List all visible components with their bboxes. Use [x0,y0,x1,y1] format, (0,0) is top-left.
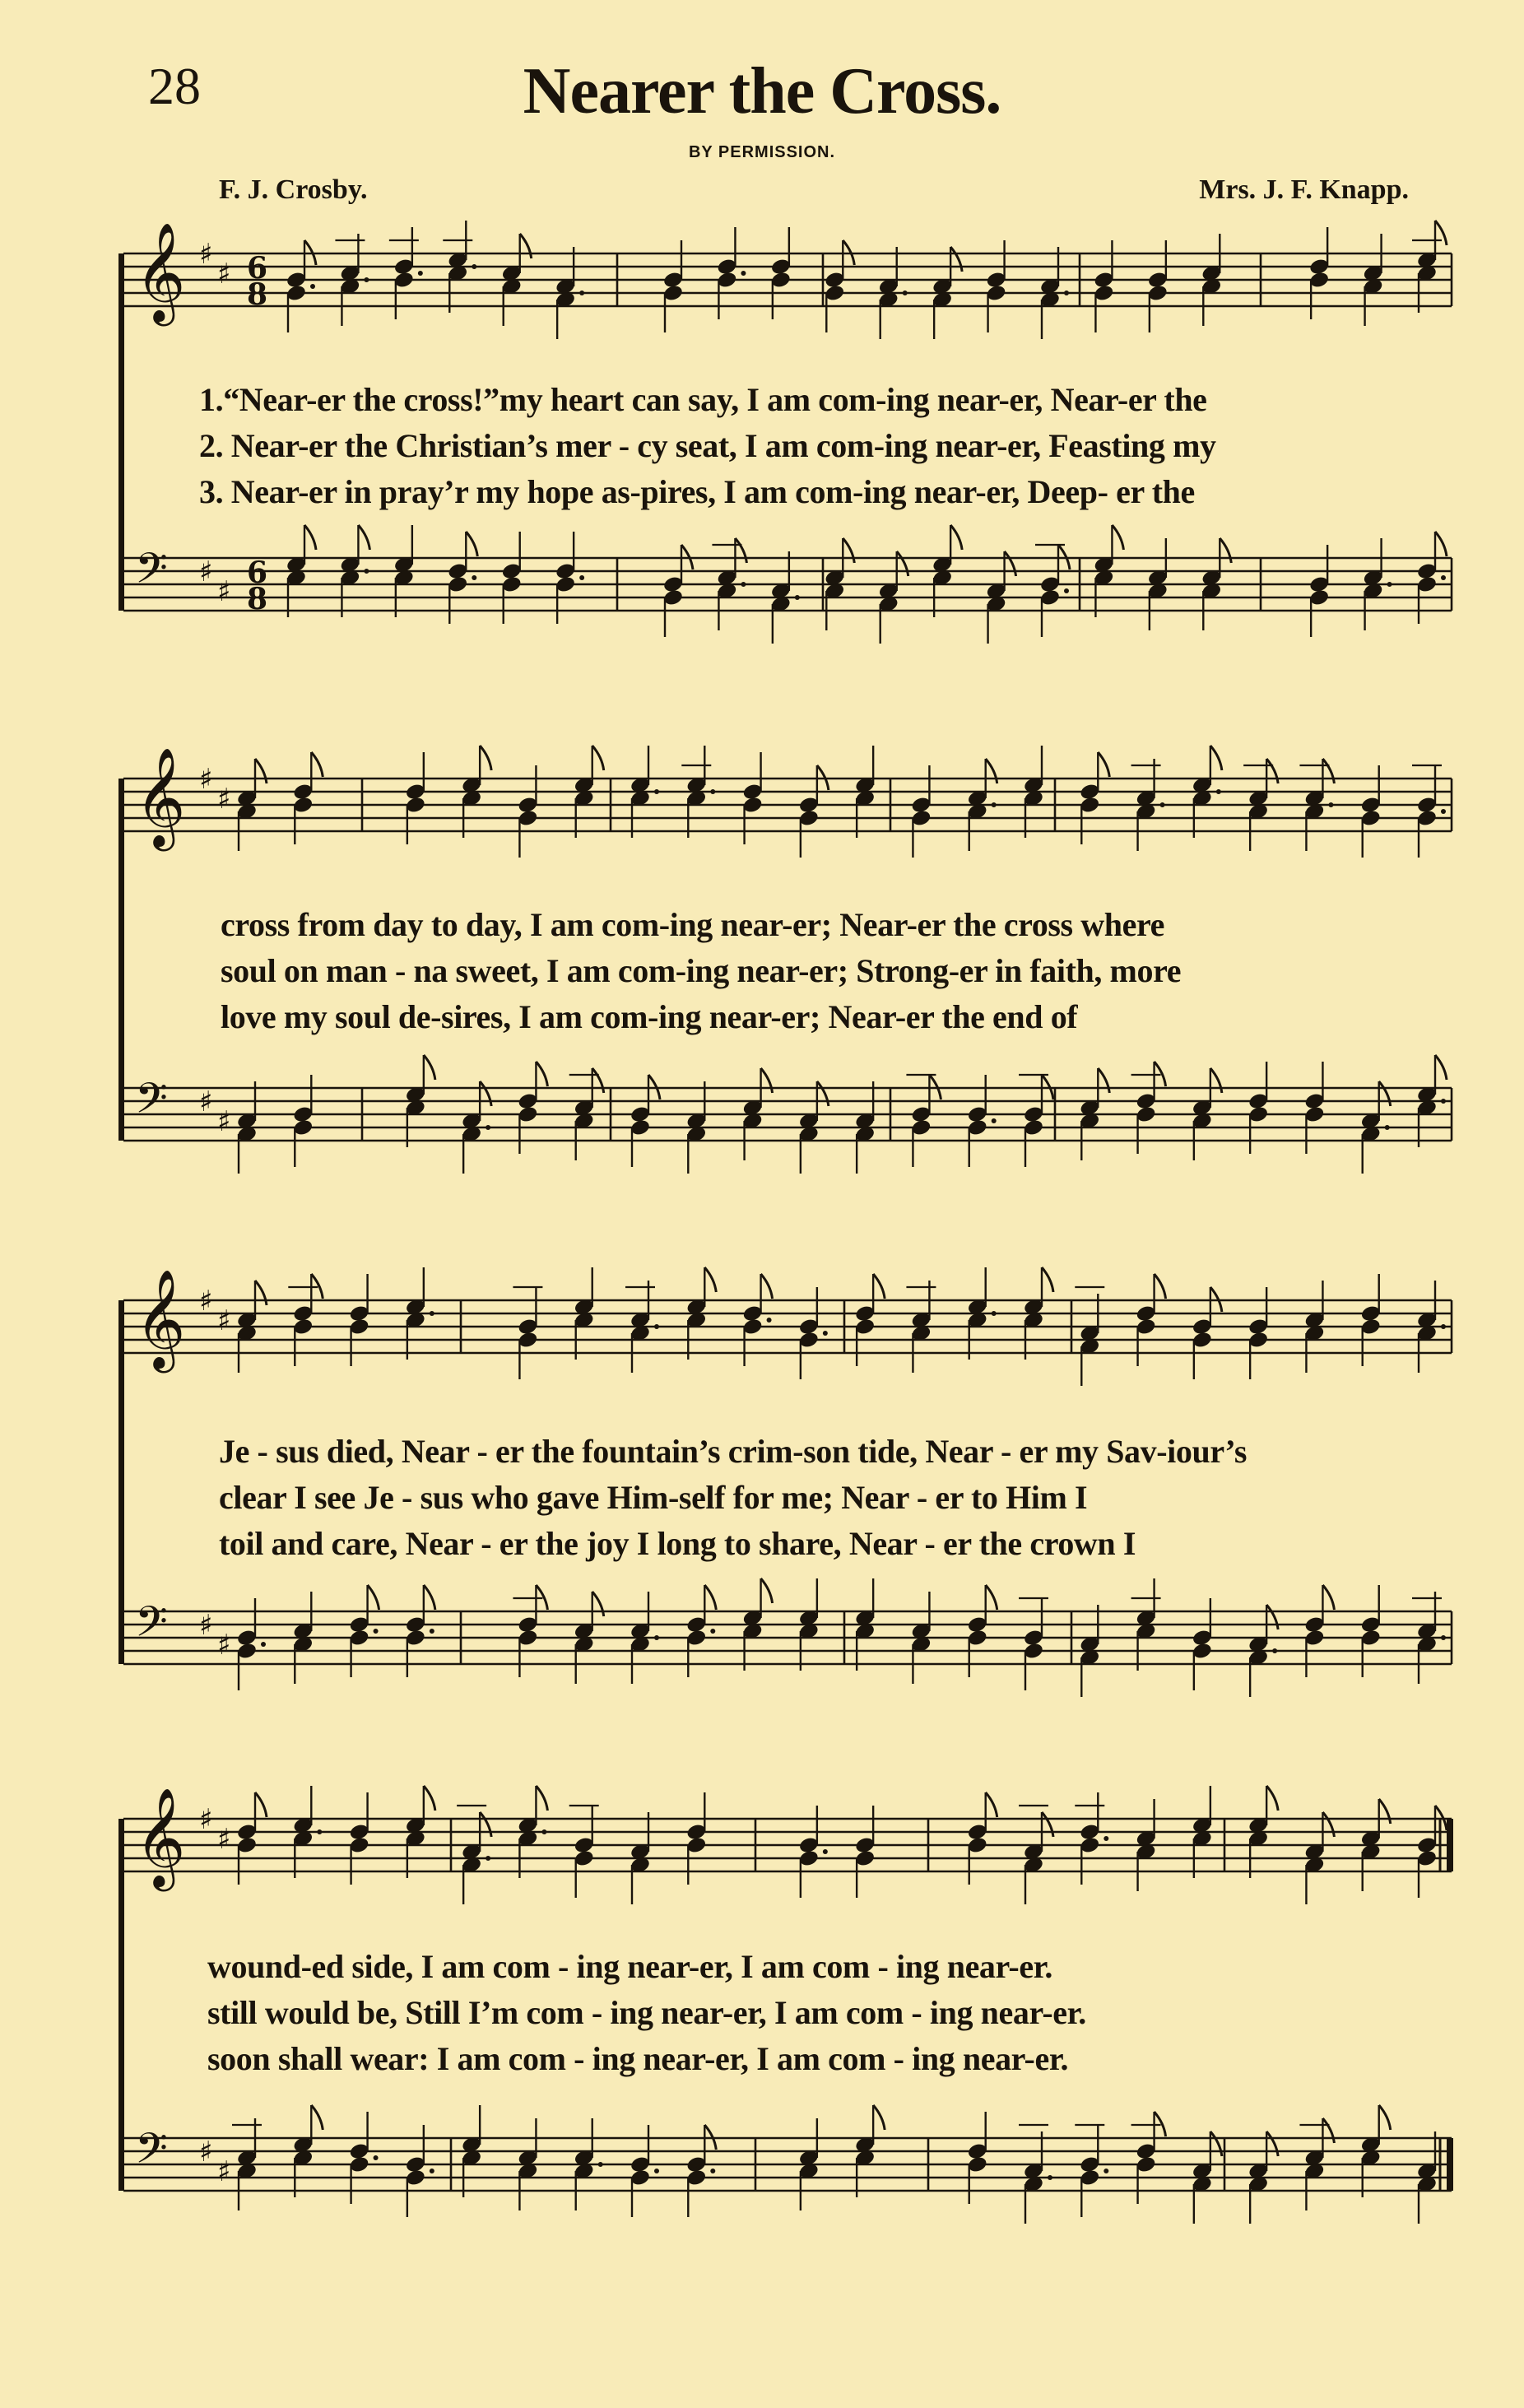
note-flag [873,1274,885,1299]
note-flag [480,1081,491,1106]
dot [992,802,997,807]
note-flag [1098,1068,1109,1093]
dot [654,2169,659,2173]
note-flag [1266,1786,1278,1811]
note-flag [761,1274,773,1299]
dot [1216,789,1221,794]
dot [1104,2169,1108,2173]
note-flag [1379,1081,1391,1106]
dot [1441,1099,1446,1104]
note-flag [466,532,477,556]
dot [710,1629,715,1634]
note-flag [1042,1267,1053,1292]
dot [486,1125,490,1130]
dot [1064,291,1069,295]
note-flag [1266,759,1278,783]
sharp-sign: ♯ [199,1285,213,1318]
bass-clef: 𝄢 [135,1597,168,1657]
note-flag [1322,759,1334,783]
note-flag [480,1812,491,1837]
dot [418,271,423,276]
dot [486,1856,490,1861]
bass-clef: 𝄢 [135,543,168,603]
note-flag [897,551,908,576]
treble-clef: 𝄞 [135,1787,186,1887]
time-signature: 8 [247,277,268,312]
dot [579,575,584,580]
note-flag [1379,2105,1391,2130]
dot [1048,2175,1052,2180]
sharp-sign: ♯ [217,258,231,291]
note-flag [986,1792,997,1817]
final-bar-line [1447,1819,1453,1871]
dot [1104,1836,1108,1841]
sharp-sign: ♯ [217,1823,231,1856]
note-flag [1266,2131,1278,2156]
dot [1160,802,1165,807]
note-flag [255,759,267,783]
dot [430,1311,434,1316]
dot [1328,802,1333,807]
note-flag [986,759,997,783]
lyricist-credit: F. J. Crosby. [219,174,368,205]
dot [374,2155,379,2160]
note-flag [1210,746,1222,770]
note-flag [1210,1068,1222,1093]
note-flag [368,1585,379,1610]
dot [1441,575,1446,580]
dot [1385,1125,1390,1130]
sharp-sign: ♯ [199,238,213,271]
dot [430,1629,434,1634]
note-flag [520,234,532,258]
dot [1441,1635,1446,1640]
note-flag [424,1055,435,1080]
sharp-sign: ♯ [199,2136,213,2169]
dot [992,1311,997,1316]
dot [654,1635,659,1640]
sharp-sign: ♯ [217,1629,231,1662]
page-number: 28 [148,57,201,115]
time-signature: 8 [247,582,268,616]
dot [1387,582,1392,587]
hymn-title: Nearer the Cross. [523,55,1001,128]
note-flag [704,1267,716,1292]
note-flag [986,1585,997,1610]
note-flag [536,1062,547,1086]
dot [992,1118,997,1123]
note-flag [1210,2131,1222,2156]
final-bar-line [1447,2138,1453,2191]
sharp-sign: ♯ [217,2155,231,2188]
note-flag [480,746,491,770]
note-flag [704,1585,716,1610]
dot [579,291,584,295]
system-bracket [118,1819,124,2191]
dot [472,575,476,580]
note-flag [255,1792,267,1817]
note-flag [255,1281,267,1305]
sharp-sign: ♯ [199,1085,213,1118]
sharp-sign: ♯ [199,763,213,796]
note-flag [1322,1585,1334,1610]
dot [1441,1324,1446,1329]
note-flag [424,1585,435,1610]
dot [741,271,746,276]
dot [795,595,800,600]
note-flag [1220,538,1231,563]
note-flag [311,2105,323,2130]
dot [364,277,369,282]
dot [310,284,315,289]
note-flag [1322,2118,1334,2143]
sharp-sign: ♯ [217,783,231,816]
dot [1272,1648,1277,1653]
dot [364,569,369,574]
note-flag [873,2105,885,2130]
note-flag [761,1068,773,1093]
dot [261,1642,266,1647]
dot [710,2169,715,2173]
dot [654,1324,659,1329]
dot [374,1629,379,1634]
note-flag [950,247,962,272]
dot [823,1849,828,1854]
bass-clef: 𝄢 [135,2123,168,2183]
note-flag [1098,752,1109,777]
note-flag [1042,1812,1053,1837]
note-flag [843,538,854,563]
note-flag [1005,551,1016,576]
dot [430,2169,434,2173]
permission-note: BY PERMISSION. [688,143,836,161]
sharp-sign: ♯ [217,575,231,608]
dot [903,291,908,295]
note-flag [761,1578,773,1603]
note-flag [424,1786,435,1811]
dot [823,1331,828,1336]
note-flag [592,746,604,770]
dot [317,1829,322,1834]
dot [1441,809,1446,814]
sharp-sign: ♯ [217,1105,231,1138]
system-bracket [118,1300,124,1664]
system-bracket [118,253,124,611]
note-flag [1435,1055,1447,1080]
time-signature: 6 [247,251,268,286]
note-flag [358,525,369,550]
bass-clef: 𝄢 [135,1073,168,1133]
note-flag [1112,525,1123,550]
dot [654,789,659,794]
sharp-sign: ♯ [199,556,213,588]
note-flag [950,525,962,550]
note-flag [304,525,316,550]
note-flag [592,1592,604,1616]
note-flag [1155,1274,1166,1299]
sharp-sign: ♯ [199,1803,213,1836]
dot [598,2162,603,2167]
note-flag [1435,532,1447,556]
note-flag [735,538,746,563]
composer-credit: Mrs. J. F. Knapp. [1199,174,1409,205]
dot [472,264,476,269]
note-flag [1435,221,1447,245]
note-flag [592,1068,604,1093]
treble-clef: 𝄞 [135,1268,186,1369]
dot [710,789,715,794]
treble-clef: 𝄞 [135,221,186,322]
note-flag [1266,1605,1278,1629]
treble-clef: 𝄞 [135,746,186,847]
dot [741,582,746,587]
dot [1064,588,1069,593]
dot [541,1829,546,1834]
system-bracket [118,779,124,1141]
time-signature: 6 [247,556,268,590]
sharp-sign: ♯ [217,1304,231,1337]
note-flag [536,1786,547,1811]
dot [767,1318,772,1323]
note-flag [817,1081,829,1106]
sharp-sign: ♯ [199,1609,213,1642]
note-flag [1322,1812,1334,1837]
note-flag [1379,1799,1391,1824]
note-flag [311,752,323,777]
